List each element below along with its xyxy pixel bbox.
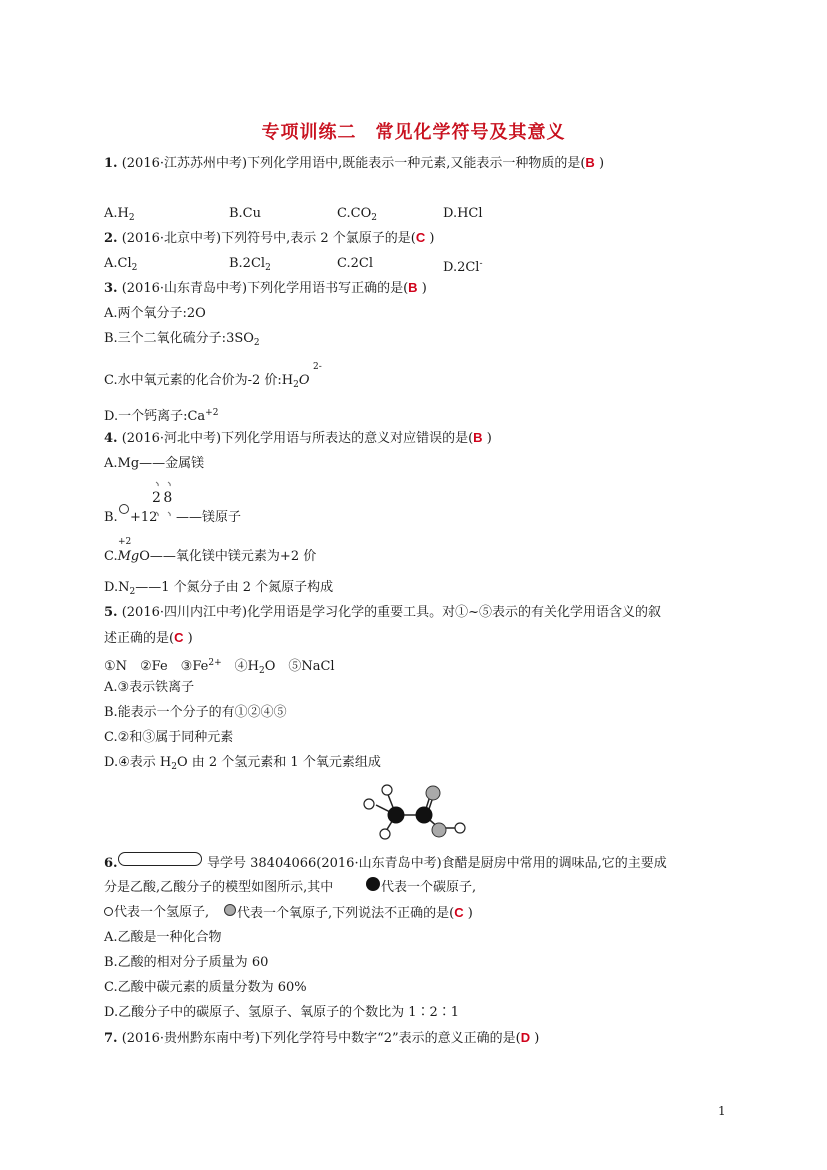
oxygen-atom-icon: [224, 904, 236, 916]
question-6-stem-line2b: 代表一个碳原子,: [381, 880, 477, 895]
superscript: 2+: [208, 658, 222, 668]
symbol-text: O ⑤NaCl: [264, 659, 335, 674]
option-text: D.一个钙离子:Ca: [104, 409, 206, 424]
option-b: B.能表示一个分子的有①②④⑤: [104, 705, 287, 720]
option-b: [229, 256, 271, 276]
option-text: B.三个二氧化硫分子:3SO: [104, 331, 254, 346]
hydrogen-atom-icon: [104, 907, 113, 916]
subscript: 2: [371, 213, 377, 223]
option-d: D.乙酸分子中的碳原子、氢原子、氧原子的个数比为 1∶2∶1: [104, 1005, 460, 1020]
option-b-text: ——镁原子: [176, 510, 242, 525]
page-title: 专项训练二 常见化学符号及其意义: [261, 122, 566, 143]
answer: C: [454, 905, 464, 920]
valence-mark: 2-: [313, 362, 322, 372]
acetic-acid-molecule-model: [355, 782, 470, 842]
option-a: [104, 206, 135, 226]
subscript: 2: [258, 666, 265, 676]
option-d: [104, 405, 218, 425]
hydrogen-atom: [455, 823, 465, 833]
question-6-stem: 导学号 38404066(2016·山东青岛中考)食醋是厨房中常用的调味品,它的主要成: [207, 856, 667, 871]
hydrogen-atom: [380, 829, 390, 839]
close-paren: ): [467, 906, 473, 921]
superscript: -: [479, 259, 483, 269]
close-paren: ): [429, 231, 435, 246]
option-text: B.2Cl: [229, 256, 266, 271]
question-2: [104, 230, 434, 247]
option-text: D.2Cl: [443, 260, 480, 275]
valence-mark: +2: [118, 537, 132, 547]
question-stem: (2016·山东青岛中考)下列化学用语书写正确的是(: [121, 281, 409, 296]
page-number: 1: [718, 1104, 726, 1118]
oxygen-symbol: O: [298, 373, 310, 388]
close-paren: ): [421, 281, 427, 296]
question-number: 3.: [104, 281, 118, 296]
option-text: D.④表示 H: [104, 755, 172, 770]
answer: B: [473, 430, 483, 445]
question-1: [104, 155, 604, 172]
option-b: B.乙酸的相对分子质量为 60: [104, 955, 269, 970]
subscript: 2: [129, 587, 136, 597]
question-stem: (2016·江苏苏州中考)下列化学用语中,既能表示一种元素,又能表示一种物质的是(: [121, 156, 586, 171]
option-text: C.CO: [337, 206, 372, 221]
question-stem: (2016·四川内江中考)化学用语是学习化学的重要工具。对①~⑤表示的有关化学用语含义的叙: [121, 605, 661, 620]
question-number: 2.: [104, 231, 118, 246]
answer: D: [520, 1030, 531, 1045]
question-5: [104, 605, 661, 621]
option-c: C.②和③属于同种元素: [104, 730, 234, 745]
nucleus-charge: +12: [130, 510, 158, 525]
symbol-list: [104, 655, 335, 679]
option-a: A.Mg——金属镁: [104, 456, 205, 471]
electron-shells: 2 8: [152, 490, 172, 506]
option-a: A.两个氧分子:2O: [104, 306, 206, 321]
option-text: ——1 个氮分子由 2 个氮原子构成: [135, 580, 334, 595]
question-stem: (2016·北京中考)下列符号中,表示 2 个氯原子的是(: [121, 231, 416, 246]
option-b: B.Cu: [229, 206, 262, 221]
subscript: 2: [171, 762, 177, 772]
question-stem: (2016·河北中考)下列化学用语与所表达的意义对应错误的是(: [121, 431, 474, 446]
option-text: O——氧化镁中镁元素为+2 价: [139, 549, 317, 564]
answer: B: [585, 155, 595, 170]
question-number: 7.: [104, 1031, 118, 1046]
option-text: O 由 2 个氢元素和 1 个氧元素组成: [176, 755, 381, 770]
question-6-number: [104, 856, 118, 872]
option-text: A.H: [104, 206, 129, 221]
question-stem: 代表一个氧原子,下列说法不正确的是(: [237, 906, 455, 921]
close-paren: ): [486, 431, 492, 446]
option-label: C.: [104, 549, 118, 564]
option-text: C.水中氧元素的化合价为-2 价:H: [104, 373, 294, 388]
question-6-stem-line2: [104, 880, 333, 896]
answer: C: [415, 230, 426, 245]
option-a: A.③表示铁离子: [104, 680, 195, 695]
option-text: D.N: [104, 580, 130, 595]
oxygen-atom: [426, 786, 440, 800]
option-a: [104, 256, 137, 276]
subscript: 2: [265, 263, 271, 273]
carbon-atom: [416, 807, 433, 824]
hydrogen-atom: [382, 785, 392, 795]
carbon-atom-icon: [366, 877, 380, 891]
question-4: [104, 430, 492, 447]
oxygen-atom: [432, 823, 446, 837]
hydrogen-atom: [364, 799, 374, 809]
option-c: C.乙酸中碳元素的质量分数为 60%: [104, 980, 307, 995]
option-d: [104, 580, 333, 600]
close-paren: ): [534, 1031, 540, 1046]
question-number: 6.: [104, 856, 118, 871]
symbol-text: ①N ②Fe ③Fe: [104, 659, 209, 674]
question-number: 5.: [104, 605, 118, 620]
close-paren: ): [598, 156, 605, 171]
formula: Mg: [117, 549, 140, 564]
nucleus-circle-icon: [119, 504, 129, 514]
question-3: [104, 280, 427, 297]
question-number: 1.: [104, 156, 118, 171]
option-d: D.HCl: [443, 206, 483, 221]
option-b: [104, 331, 260, 351]
carbon-atom: [388, 807, 405, 824]
subscript: 2: [293, 380, 299, 390]
answer: C: [174, 630, 184, 645]
option-a: A.乙酸是一种化合物: [104, 930, 222, 945]
option-d: [443, 256, 483, 276]
question-stem: 述正确的是(: [104, 631, 175, 646]
option-c: [337, 206, 377, 226]
option-c: C.2Cl: [337, 256, 373, 271]
question-stem: 分是乙酸,乙酸分子的模型如图所示,其中: [104, 880, 334, 895]
question-5-cont: [104, 630, 193, 647]
subscript: 2: [131, 263, 138, 273]
option-b-label: B.: [104, 510, 118, 525]
question-6-stem-line3b: [237, 905, 473, 922]
question-7: [104, 1030, 539, 1047]
answer: B: [408, 280, 418, 295]
subscript: 2: [253, 338, 260, 348]
option-text: A.Cl: [104, 256, 132, 271]
guide-badge: [118, 852, 202, 866]
subscript: 2: [128, 213, 135, 223]
option-d: [104, 755, 381, 775]
close-paren: ): [187, 631, 193, 646]
symbol-text: ④H: [221, 659, 259, 674]
question-number: 4.: [104, 431, 118, 446]
question-stem: (2016·贵州黔东南中考)下列化学符号中数字“2”表示的意义正确的是(: [121, 1031, 521, 1046]
superscript: +2: [205, 408, 219, 418]
option-c: [104, 373, 310, 393]
option-c: [104, 549, 316, 565]
question-6-stem-line3a: 代表一个氢原子,: [114, 905, 210, 920]
